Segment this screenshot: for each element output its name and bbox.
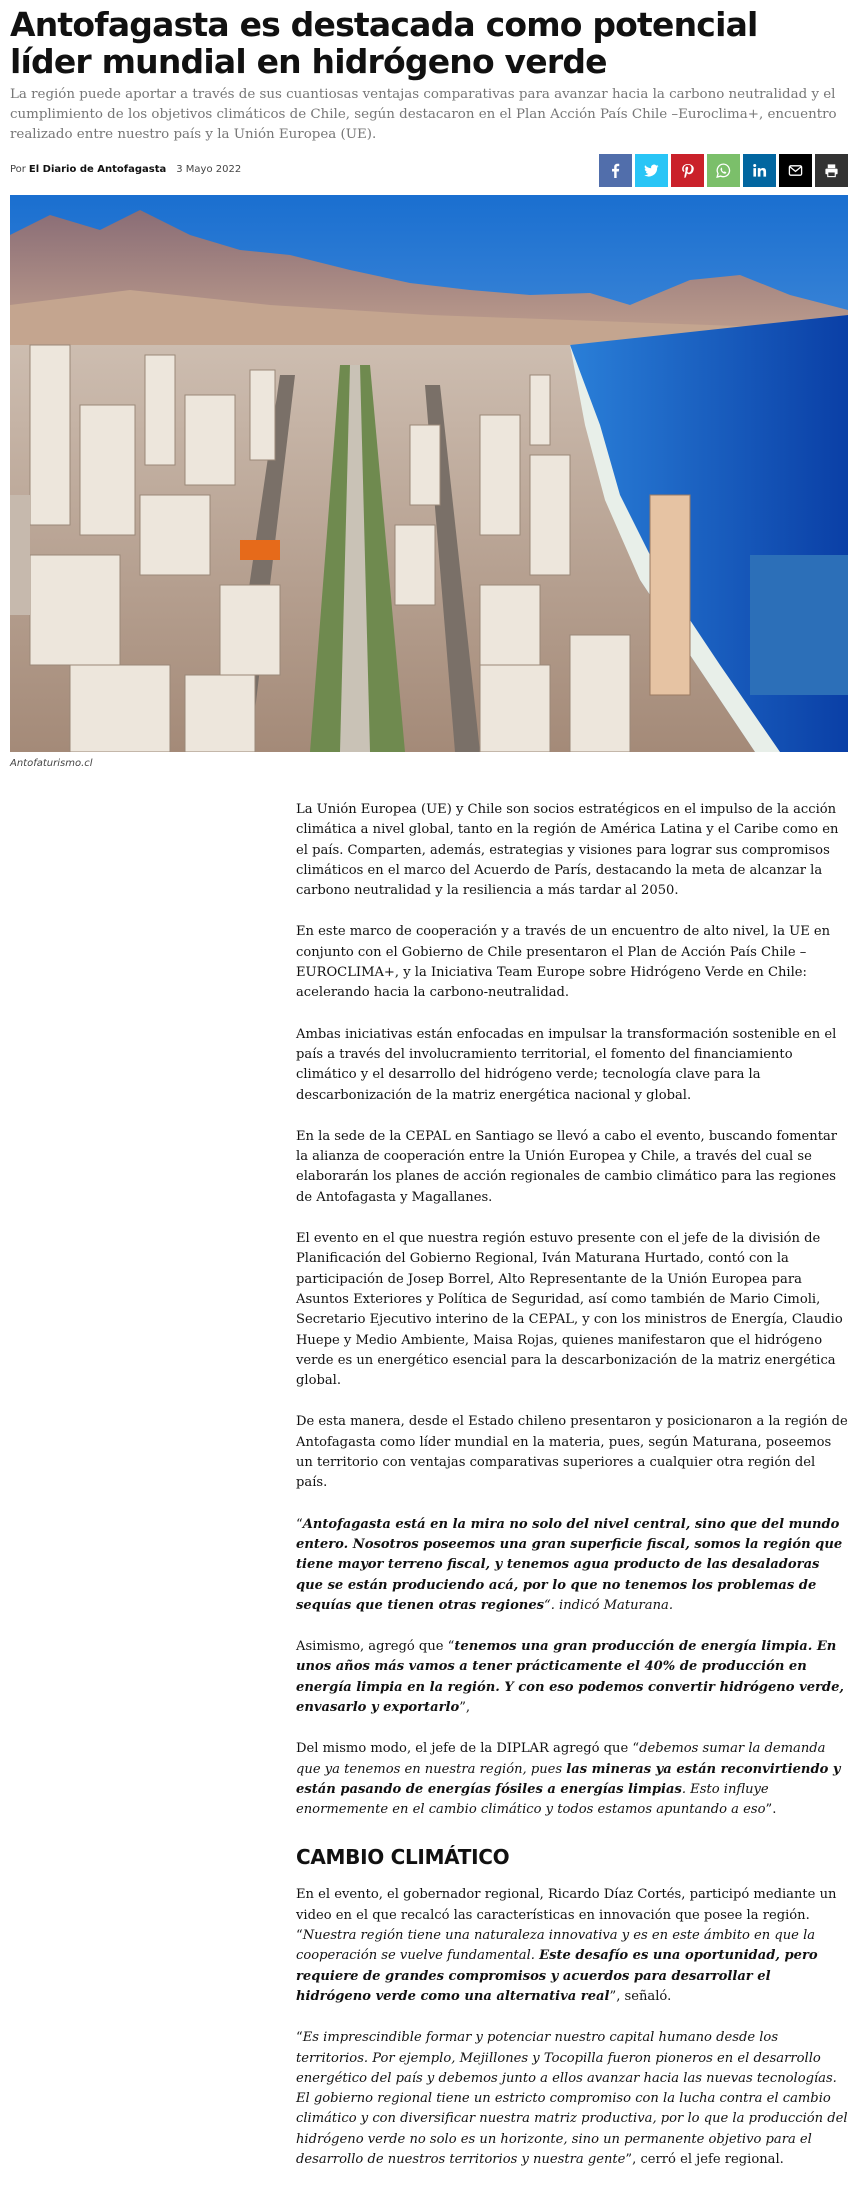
paragraph-10-intro: En el evento, el gobernador regional, Ricardo Díaz Cortés, participó mediante un video en el que recalcó las características en innovación que posee la región. “ (296, 1887, 837, 1944)
paragraph-11 (296, 2028, 848, 2170)
quote-energia-limpia: tenemos una gran producción de energía limpia. En unos años más vamos a tener prácticamente el 40% de producción en energía limpia en la región. Y con eso podemos convertir hidrógeno verde, envasarlo y exportarlo (296, 1639, 844, 1715)
image-caption: Antofaturismo.cl (10, 758, 93, 769)
section-heading: CAMBIO CLIMÁTICO (296, 1845, 510, 1870)
pinterest-icon (680, 163, 695, 178)
quote-maturana: Antofagasta está en la mira no solo del nivel central, sino que del mundo entero. Nosotros poseemos una gran superficie fiscal, somos la región que tiene mayor terreno fiscal, y tenemos agua producto de las desaladoras que se están produciendo acá, por lo que no tenemos los problemas de sequías que tienen otras regiones (296, 1516, 843, 1613)
paragraph-1: La Unión Europea (UE) y Chile son socios estratégicos en el impulso de la acción climática a nivel global, tanto en la región de América Latina y el Caribe como en el país. Comparten, además, estrategias y visiones para lograr sus compromisos climáticos en el marco del Acuerdo de París, destacando la meta de alcanzar la carbono neutralidad y la resiliencia a más tardar al 2050. (296, 802, 839, 899)
paragraph-10 (296, 1885, 848, 2007)
quote-gobernador-a: Nuestra región tiene una naturaleza innovativa y es en este ámbito en que la cooperación se vuelve fundamental. (296, 1928, 816, 1964)
paragraph-8-intro: Asimismo, agregó que “ (296, 1639, 455, 1655)
quote-attribution: “. indicó Maturana. (544, 1597, 673, 1613)
city-photo (10, 195, 848, 752)
publish-date: 3 Mayo 2022 (176, 164, 242, 175)
paragraph-8 (296, 1637, 848, 1718)
paragraph-9-close: ”. (765, 1802, 777, 1818)
facebook-share-button[interactable] (599, 154, 632, 187)
share-buttons (599, 154, 848, 187)
paragraph-4: En la sede de la CEPAL en Santiago se llevó a cabo el evento, buscando fomentar la alianza de cooperación entre la Unión Europea y Chile, a través del cual se elaborarán los planes de acción regionales de cambio climático para las regiones de Antofagasta y Magallanes. (296, 1128, 838, 1205)
whatsapp-icon (716, 163, 731, 178)
email-share-button[interactable] (779, 154, 812, 187)
whatsapp-share-button[interactable] (707, 154, 740, 187)
paragraph-10-close: ”, señaló. (609, 1988, 672, 2004)
print-icon (824, 163, 839, 178)
quote-capital-humano: Es imprescindible formar y potenciar nuestro capital humano desde los territorios. Por ejemplo, Mejillones y Tocopilla fueron pioneros en el desarrollo energético del país y debemos junto a ellos avanzar hacia las nuevas tecnologías. El gobierno regional tiene un estricto compromiso con la lucha contra el cambio climático y con diversificar nuestra matriz productiva, por lo que la producción del hidrógeno verde no solo es un horizonte, sino un permanente objetivo para el desarrollo de nuestros territorios y nuestra gente (296, 2030, 848, 2168)
byline (10, 164, 241, 175)
paragraph-7 (296, 1515, 848, 1616)
quote-open: “ (296, 1516, 303, 1532)
quote-gobernador-b: Este desafío es una oportunidad, pero requiere de grandes compromisos y acuerdos para desarrollar el hidrógeno verde como una alternativa real (296, 1948, 818, 2004)
quote-demanda-c: . Esto influye enormemente en el cambio climático y todos estamos apuntando a eso (296, 1781, 769, 1818)
facebook-icon (608, 163, 623, 178)
meta-row (10, 154, 848, 188)
paragraph-11-close: ”, cerró el jefe regional. (625, 2152, 784, 2168)
paragraph-9-intro: Del mismo modo, el jefe de la DIPLAR agregó que “ (296, 1741, 640, 1757)
paragraph-6: De esta manera, desde el Estado chileno presentaron y posicionaron a la región de Antofagasta como líder mundial en la materia, pues, según Maturana, poseemos un territorio con ventajas comparativas superiores a cualquier otra región del país. (296, 1414, 848, 1491)
paragraph-5: El evento en el que nuestra región estuvo presente con el jefe de la división de Planificación del Gobierno Regional, Iván Maturana Hurtado, contó con la participación de Josep Borrel, Alto Representante de la Unión Europea para Asuntos Exteriores y Política de Seguridad, así como también de Mario Cimoli, Secretario Ejecutivo interino de la CEPAL, y con los ministros de Energía, Claudio Huepe y Medio Ambiente, Maisa Rojas, quienes manifestaron que el hidrógeno verde es un energético esencial para la descarbonización de la matriz energética global. (296, 1231, 843, 1389)
paragraph-8-close: ”, (459, 1699, 471, 1715)
article-header (10, 0, 848, 188)
article-title: Antofagasta es destacada como potencial líder mundial en hidrógeno verde (10, 5, 758, 81)
linkedin-share-button[interactable] (743, 154, 776, 187)
quote-demanda-b: las mineras ya están reconvirtiendo y están pasando de energías fósiles a energías limpias (296, 1761, 841, 1797)
paragraph-3: Ambas iniciativas están enfocadas en impulsar la transformación sostenible en el país a través del involucramiento territorial, el fomento del financiamiento climático y el desarrollo del hidrógeno verde; tecnología clave para la descarbonización de la matriz energética nacional y global. (296, 1026, 837, 1103)
paragraph-9 (296, 1739, 848, 1820)
mail-icon (788, 163, 803, 178)
twitter-share-button[interactable] (635, 154, 668, 187)
linkedin-icon (752, 163, 767, 178)
pinterest-share-button[interactable] (671, 154, 704, 187)
twitter-icon (644, 163, 659, 178)
print-button[interactable] (815, 154, 848, 187)
quote-demanda-a: debemos sumar la demanda que ya tenemos en nuestra región, pues (296, 1741, 826, 1777)
hero-image (10, 195, 848, 752)
article-subtitle: La región puede aportar a través de sus cuantiosas ventajas comparativas para avanzar hacia la carbono neutralidad y el cumplimiento de los objetivos climáticos de Chile, según destacaron en el Plan Acción País Chile –Euroclima+, encuentro realizado entre nuestro país y la Unión Europea (UE). (10, 87, 837, 142)
article-body (296, 800, 848, 2191)
author-link[interactable]: El Diario de Antofagasta (28, 164, 167, 175)
paragraph-2: En este marco de cooperación y a través de un encuentro de alto nivel, la UE en conjunto con el Gobierno de Chile presentaron el Plan de Acción País Chile – EUROCLIMA+, y la Iniciativa Team Europe sobre Hidrógeno Verde en Chile: acelerando hacia la carbono-neutralidad. (296, 924, 831, 1001)
byline-prefix: Por (10, 164, 26, 175)
paragraph-11-open: “ (296, 2030, 303, 2046)
